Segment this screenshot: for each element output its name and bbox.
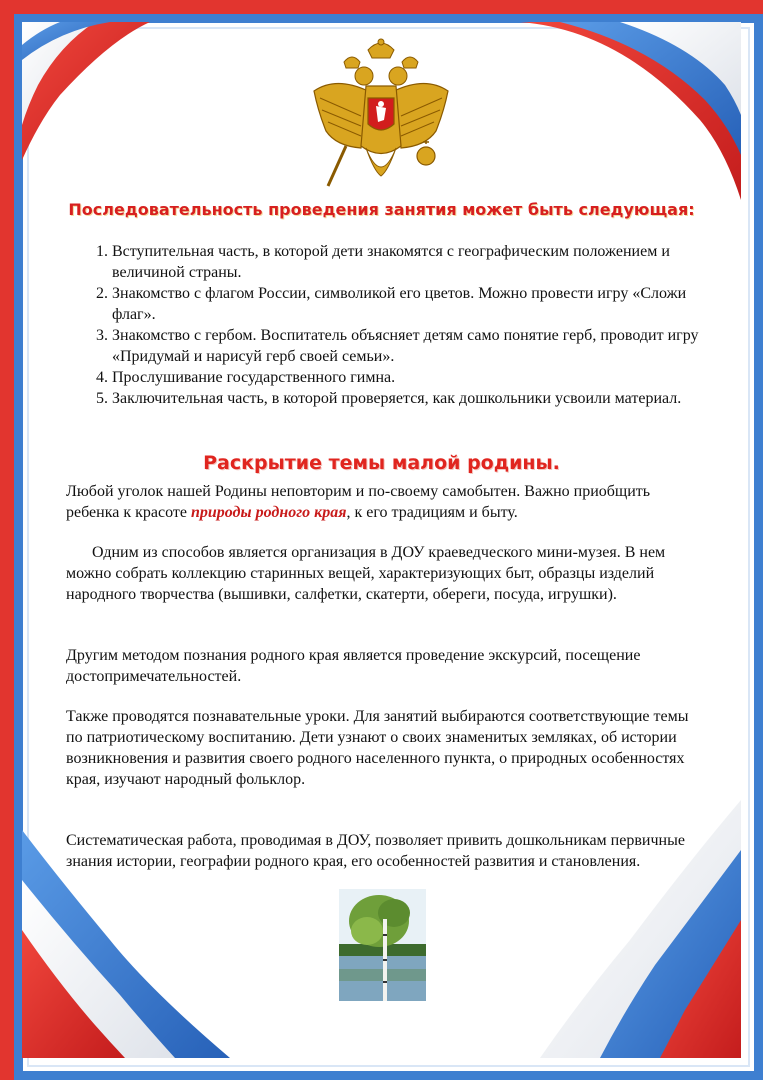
heading-small-homeland: Раскрытие темы малой родины. [203, 452, 560, 474]
paragraph-intro: Любой уголок нашей Родины неповторим и по-своему самобытен. Важно приобщить ребенка к красоте природы родного края, к его традициям и быту. [66, 483, 651, 521]
paragraph-museum: Одним из способов является организация в ДОУ краеведческого мини-музея. В нем можно собрать коллекцию старинных вещей, характеризующих быт, образцы изделий народного творчества (вышивки, салфетки, скатерти, обереги, посуда, игрушки). [66, 544, 666, 603]
paragraph-excursions: Другим методом познания родного края является проведение экскурсий, посещение достопримечательностей. [66, 647, 641, 685]
list-item: 2. Знакомство с флагом России, символикой его цветов. Можно провести игру «Сложи флаг». [112, 283, 732, 325]
heading-lesson-sequence: Последовательность проведения занятия может быть следующая: [68, 200, 695, 219]
list-item: 3. Знакомство с гербом. Воспитатель объясняет детям само понятие герб, проводит игру «Придумай и нарисуй герб своей семьи». [112, 325, 732, 367]
birch-tree-by-lake-photo [339, 889, 426, 1001]
steps-list [74, 241, 732, 409]
russian-coat-of-arms-icon [306, 36, 456, 196]
list-item: 1. Вступительная часть, в которой дети знакомятся с географическим положением и величиной страны. [112, 241, 732, 283]
paragraph-systematic-work: Систематическая работа, проводимая в ДОУ, позволяет привить дошкольникам первичные знания истории, географии родного края, его особенностей развития и становления. [66, 832, 685, 870]
list-item: 5. Заключительная часть, в которой проверяется, как дошкольники усвоили материал. [112, 388, 732, 409]
paragraph-lessons: Также проводятся познавательные уроки. Для занятий выбираются соответствующие темы по патриотическому воспитанию. Дети узнают о своих знаменитых земляках, об истории возникновения и развития своего родного населенного пункта, о природных особенностях края, изучают народный фольклор. [66, 708, 689, 788]
list-item: 4. Прослушивание государственного гимна. [112, 367, 732, 388]
highlight-text: природы родного края [190, 504, 347, 521]
